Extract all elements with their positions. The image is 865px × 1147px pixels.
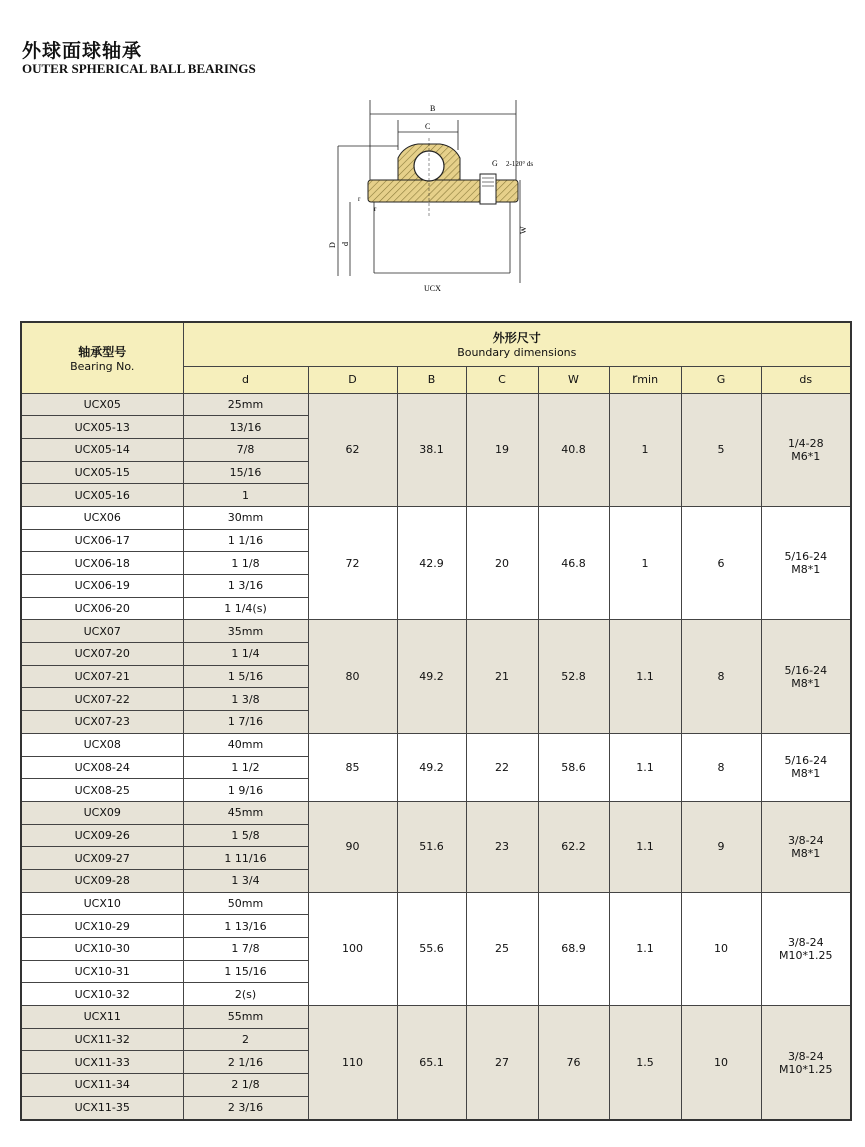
ds-thread-metric: M8*1 (791, 767, 821, 781)
table-row (21, 733, 851, 756)
ds-thread-inch: 5/16-24 (784, 550, 828, 564)
ds-thread-metric: M8*1 (791, 676, 821, 690)
bore-d-cell: 1 1/4 (183, 643, 308, 666)
spec-table (20, 321, 852, 1121)
bearing-no-cell: UCX05-13 (21, 416, 183, 439)
c-value-cell: 19 (466, 393, 538, 506)
rmin-value-cell: 1.1 (609, 801, 681, 892)
bearing-no-cell: UCX08-25 (21, 779, 183, 802)
bore-d-cell: 2 3/16 (183, 1096, 308, 1120)
label-hole: 2-120° ds (506, 160, 534, 168)
bearing-no-cell: UCX10-32 (21, 983, 183, 1006)
bore-d-cell: 13/16 (183, 416, 308, 439)
bore-d-cell: 2 1/8 (183, 1074, 308, 1097)
header-boundary-dimensions: 外形尺寸 Boundary dimensions (183, 322, 851, 366)
ds-thread-metric: M6*1 (791, 449, 821, 463)
rmin-value-cell: 1.1 (609, 620, 681, 733)
bearing-no-cell: UCX05-15 (21, 461, 183, 484)
bearing-no-cell: UCX07 (21, 620, 183, 643)
bearing-no-cell: UCX05-16 (21, 484, 183, 507)
bearing-no-cell: UCX09-26 (21, 824, 183, 847)
label-d-bore: d (341, 242, 350, 246)
bore-d-cell: 35mm (183, 620, 308, 643)
bore-d-cell: 40mm (183, 733, 308, 756)
rmin-value-cell: 1.1 (609, 733, 681, 801)
bore-d-cell: 1 5/8 (183, 824, 308, 847)
label-d-outer: D (328, 242, 337, 248)
g-value-cell: 5 (681, 393, 761, 506)
ds-thread-metric: M10*1.25 (779, 948, 833, 962)
ds-value-cell (761, 801, 851, 892)
spec-table-body (21, 393, 851, 1120)
ds-value-cell (761, 393, 851, 506)
g-value-cell: 8 (681, 733, 761, 801)
rmin-value-cell: 1.1 (609, 892, 681, 1005)
w-value-cell: 52.8 (538, 620, 609, 733)
bore-d-cell: 1 11/16 (183, 847, 308, 870)
bore-d-cell: 1 3/16 (183, 575, 308, 598)
d-value-cell: 62 (308, 393, 397, 506)
b-value-cell: 65.1 (397, 1006, 466, 1120)
d-value-cell: 100 (308, 892, 397, 1005)
ds-thread-metric: M8*1 (791, 846, 821, 860)
bearing-no-cell: UCX11-34 (21, 1074, 183, 1097)
w-value-cell: 58.6 (538, 733, 609, 801)
w-value-cell: 76 (538, 1006, 609, 1120)
bore-d-cell: 1 3/8 (183, 688, 308, 711)
ds-value-cell (761, 733, 851, 801)
ds-value-cell (761, 892, 851, 1005)
g-value-cell: 9 (681, 801, 761, 892)
d-value-cell: 90 (308, 801, 397, 892)
bearing-no-cell: UCX10 (21, 892, 183, 915)
bore-d-cell: 45mm (183, 801, 308, 824)
g-value-cell: 10 (681, 892, 761, 1005)
b-value-cell: 51.6 (397, 801, 466, 892)
table-row (21, 393, 851, 416)
col-w: W (538, 366, 609, 393)
rmin-value-cell: 1 (609, 393, 681, 506)
w-value-cell: 62.2 (538, 801, 609, 892)
page-title-en: OUTER SPHERICAL BALL BEARINGS (22, 61, 256, 76)
bearing-no-cell: UCX11 (21, 1006, 183, 1029)
bore-d-cell: 1 5/16 (183, 665, 308, 688)
d-value-cell: 85 (308, 733, 397, 801)
ds-thread-inch: 3/8-24 (787, 1049, 824, 1063)
bearing-no-cell: UCX07-20 (21, 643, 183, 666)
rmin-value-cell: 1 (609, 506, 681, 619)
bearing-no-cell: UCX07-21 (21, 665, 183, 688)
g-value-cell: 10 (681, 1006, 761, 1120)
bore-d-cell: 2 (183, 1028, 308, 1051)
label-b: B (430, 104, 436, 113)
bearing-no-cell: UCX08 (21, 733, 183, 756)
bearing-no-cell: UCX06-20 (21, 597, 183, 620)
ds-value-cell (761, 620, 851, 733)
bearing-no-cell: UCX08-24 (21, 756, 183, 779)
ds-thread-inch: 3/8-24 (787, 833, 824, 847)
label-g: G (492, 159, 498, 168)
table-row (21, 1006, 851, 1029)
bearing-no-cell: UCX11-32 (21, 1028, 183, 1051)
bore-d-cell: 1 1/2 (183, 756, 308, 779)
bearing-no-cell: UCX09 (21, 801, 183, 824)
col-ds: ds (761, 366, 851, 393)
header-bearing-no: 轴承型号 Bearing No. (21, 322, 183, 393)
col-c: C (466, 366, 538, 393)
bore-d-cell: 2(s) (183, 983, 308, 1006)
c-value-cell: 25 (466, 892, 538, 1005)
bore-d-cell: 1 7/8 (183, 938, 308, 961)
set-screw (480, 174, 496, 204)
bore-d-cell: 55mm (183, 1006, 308, 1029)
c-value-cell: 21 (466, 620, 538, 733)
bearing-no-cell: UCX10-31 (21, 960, 183, 983)
d-value-cell: 110 (308, 1006, 397, 1120)
b-value-cell: 38.1 (397, 393, 466, 506)
bearing-no-cell: UCX11-35 (21, 1096, 183, 1120)
ds-thread-inch: 5/16-24 (784, 663, 828, 677)
g-value-cell: 6 (681, 506, 761, 619)
bearing-no-cell: UCX05 (21, 393, 183, 416)
w-value-cell: 46.8 (538, 506, 609, 619)
ds-thread-inch: 1/4-28 (787, 436, 824, 450)
d-value-cell: 80 (308, 620, 397, 733)
bore-d-cell: 50mm (183, 892, 308, 915)
bearing-no-cell: UCX07-23 (21, 711, 183, 734)
bearing-no-cell: UCX11-33 (21, 1051, 183, 1074)
col-d: d (183, 366, 308, 393)
b-value-cell: 49.2 (397, 620, 466, 733)
col-rmin: rmin (609, 366, 681, 393)
bearing-no-cell: UCX07-22 (21, 688, 183, 711)
label-w: W (519, 226, 528, 234)
bore-d-cell: 25mm (183, 393, 308, 416)
bearing-no-cell: UCX06 (21, 506, 183, 529)
bore-d-cell: 1 1/4(s) (183, 597, 308, 620)
ds-thread-inch: 3/8-24 (787, 935, 824, 949)
c-value-cell: 23 (466, 801, 538, 892)
bore-d-cell: 7/8 (183, 438, 308, 461)
bearing-no-cell: UCX09-28 (21, 869, 183, 892)
bearing-no-cell: UCX05-14 (21, 438, 183, 461)
table-row (21, 620, 851, 643)
ds-thread-inch: 5/16-24 (784, 754, 828, 768)
d-value-cell: 72 (308, 506, 397, 619)
table-row (21, 892, 851, 915)
bore-d-cell: 15/16 (183, 461, 308, 484)
w-value-cell: 68.9 (538, 892, 609, 1005)
bore-d-cell: 1 15/16 (183, 960, 308, 983)
bore-d-cell: 1 1/8 (183, 552, 308, 575)
bearing-no-cell: UCX06-18 (21, 552, 183, 575)
ds-value-cell (761, 506, 851, 619)
bearing-no-cell: UCX06-17 (21, 529, 183, 552)
b-value-cell: 42.9 (397, 506, 466, 619)
bearing-no-cell: UCX10-30 (21, 938, 183, 961)
w-value-cell: 40.8 (538, 393, 609, 506)
diagram-caption: UCX (424, 284, 441, 293)
c-value-cell: 22 (466, 733, 538, 801)
bearing-diagram (320, 98, 540, 298)
bore-d-cell: 1 (183, 484, 308, 507)
bearing-no-cell: UCX06-19 (21, 575, 183, 598)
g-value-cell: 8 (681, 620, 761, 733)
b-value-cell: 49.2 (397, 733, 466, 801)
ds-thread-metric: M8*1 (791, 563, 821, 577)
table-row (21, 801, 851, 824)
b-value-cell: 55.6 (397, 892, 466, 1005)
col-outer-d: D (308, 366, 397, 393)
c-value-cell: 27 (466, 1006, 538, 1120)
page-title-cn: 外球面球轴承 (22, 40, 143, 62)
c-value-cell: 20 (466, 506, 538, 619)
bore-d-cell: 1 7/16 (183, 711, 308, 734)
col-b: B (397, 366, 466, 393)
bearing-no-cell: UCX10-29 (21, 915, 183, 938)
label-r2: r (374, 205, 377, 213)
bore-d-cell: 2 1/16 (183, 1051, 308, 1074)
col-g: G (681, 366, 761, 393)
bearing-no-cell: UCX09-27 (21, 847, 183, 870)
bore-d-cell: 1 3/4 (183, 869, 308, 892)
label-c: C (425, 122, 431, 131)
table-row (21, 506, 851, 529)
rmin-value-cell: 1.5 (609, 1006, 681, 1120)
label-r1: r (358, 195, 361, 203)
bore-d-cell: 1 9/16 (183, 779, 308, 802)
bore-d-cell: 1 13/16 (183, 915, 308, 938)
ds-thread-metric: M10*1.25 (779, 1062, 833, 1076)
bore-d-cell: 30mm (183, 506, 308, 529)
ds-value-cell (761, 1006, 851, 1120)
bore-d-cell: 1 1/16 (183, 529, 308, 552)
